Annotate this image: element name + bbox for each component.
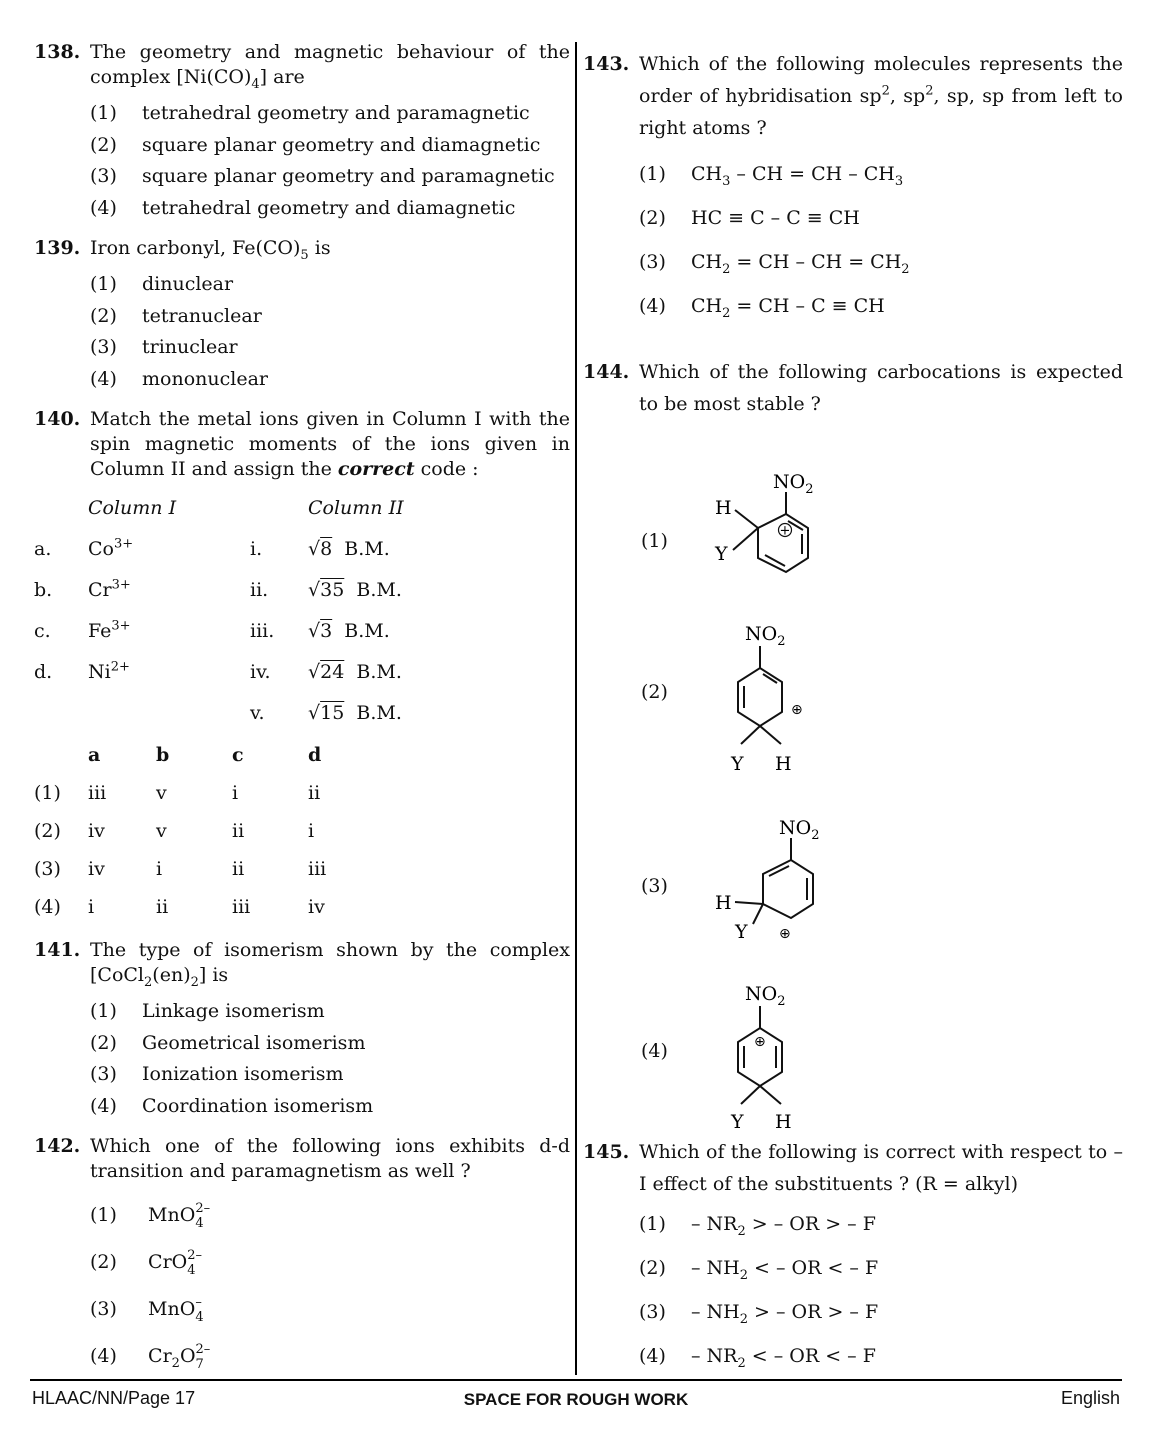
options [639,152,1123,328]
question-number: 144. [583,361,630,383]
option-1: (1) – $NR_2$ > – OR > – F [639,1213,876,1239]
structure-1-diagram [703,462,903,612]
option-2: (2) Geometrical isomerism [90,1031,366,1054]
option-3: (3) Ionization isomerism [90,1063,344,1085]
structure-4-diagram [703,980,903,1140]
question-text: Which of the following carbocations is expected to be most stable ? [639,361,1123,415]
option-4: (4) $CH_2$ = CH – C ≡ CH [639,295,885,321]
structure-4-label: (4) [641,1040,668,1062]
column-1-header: Column I [88,497,177,519]
language-label: English [1060,1388,1120,1408]
no2-label: $NO_2$ [779,817,820,843]
question-number: 140. [34,408,81,430]
option-3: (3) – $NH_2$ > – OR > – F [639,1301,879,1327]
question-text: The type of isomerism shown by the complex $[CoCl_2(en)_2]$ is [90,939,570,990]
question-141 [34,938,570,1122]
question-142 [34,1134,570,1380]
match-row: d. $Ni^{2+}$ iv. √24 B.M. [34,659,402,683]
options [90,98,570,224]
no2-label: $NO_2$ [745,623,786,649]
option-1: (1) $CH_3$ – CH = CH – $CH_3$ [639,163,904,189]
option-3: (3) square planar geometry and paramagnetic [90,165,555,187]
question-text: Which one of the following ions exhibits d-d transition and paramagnetism as well ? [90,1135,570,1182]
h-label: H [775,1111,792,1133]
option-3: (3) trinuclear [90,336,238,358]
option-4: (4) tetrahedral geometry and diamagnetic [90,196,516,219]
y-label: Y [735,921,748,943]
code-row: (2) iv v ii i [34,819,315,842]
option-4: (4) mononuclear [90,367,268,390]
option-2: (2) tetranuclear [90,304,262,327]
positive-charge-icon: ⊕ [779,926,791,942]
structure-2-label: (2) [641,681,668,703]
question-number: 143. [583,53,630,75]
page-number: HLAAC/NN/Page 17 [32,1388,196,1408]
structure-2-diagram [703,620,903,780]
positive-charge-icon: ⊕ [791,702,803,718]
rough-work-label: SPACE FOR ROUGH WORK [463,1390,689,1409]
question-140 [34,407,570,926]
match-row: v. √15 B.M. [250,702,402,724]
answer-codes-table: a b c d (1) iii v i ii (2) iv v ii i (3) iv i ii iii (4) i ii iii iv [34,736,326,926]
question-text: The geometry and magnetic behaviour of the complex $[Ni(CO)_4]$ are [90,41,570,92]
positive-charge-icon: ⊕ [754,1034,766,1050]
option-1: (1) Linkage isomerism [90,1000,325,1022]
y-label: Y [731,753,744,775]
option-1: (1) tetrahedral geometry and paramagnetic [90,102,530,124]
h-label: H [715,497,732,519]
option-1: (1) MnO2– 4 [90,1201,211,1231]
code-row: (3) iv i ii iii [34,857,327,880]
options [639,1202,1123,1378]
options [90,1192,570,1380]
match-row: b. $Cr^{3+}$ ii. √35 B.M. [34,577,402,601]
option-1: (1) dinuclear [90,273,234,295]
question-number: 139. [34,237,81,259]
question-number: 138. [34,41,81,63]
question-143 [583,48,1123,328]
left-column [34,40,570,1392]
match-row: a. $Co^{3+}$ i. √8 B.M. [34,536,390,560]
structure-3-diagram [703,814,903,964]
option-2: (2) CrO2– 4 [90,1248,203,1278]
question-text: Match the metal ions given in Column I with the spin magnetic moments of the ions given in Column II and assign the correct code : [90,408,570,480]
option-4: (4) $Cr_2O2-$ 7 [90,1342,211,1372]
option-3: (3) $CH_2$ = CH – CH = $CH_2$ [639,251,910,277]
y-label: Y [715,543,728,565]
column-2-header: Column II [308,497,404,519]
question-number: 141. [34,939,81,961]
code-row: (1) iii v i ii [34,781,321,804]
option-2: (2) – $NH_2$ < – OR < – F [639,1257,879,1283]
question-text: Which of the following is correct with respect to – I effect of the substituents ? (R = alkyl) [639,1141,1123,1195]
option-3: (3) MnO– 4 [90,1295,204,1325]
match-table [34,488,404,734]
question-138 [34,40,570,224]
option-2: (2) square planar geometry and diamagnetic [90,133,541,156]
structure-3-label: (3) [641,875,668,897]
match-row: c. $Fe^{3+}$ iii. √3 B.M. [34,618,390,642]
options [90,996,570,1122]
no2-label: $NO_2$ [773,471,814,497]
no2-label: $NO_2$ [745,983,786,1009]
options [90,269,570,395]
structure-1-label: (1) [641,530,668,552]
question-number: 145. [583,1141,630,1163]
h-label: H [775,753,792,775]
carbocation-structures [583,432,1123,1133]
question-text: Which of the following molecules represents the order of hybridisation $sp^2$, $sp^2$, sp, sp from left to right atoms ? [639,53,1123,139]
question-number: 142. [34,1135,81,1157]
h-label: H [715,892,732,914]
question-144 [583,356,1123,420]
option-2: (2) HC ≡ C – C ≡ CH [639,207,860,229]
svg-text:+: + [779,523,791,539]
question-145 [583,1136,1123,1378]
option-4: (4) – $NR_2$ < – OR < – F [639,1345,876,1371]
column-divider [575,42,577,1375]
y-label: Y [731,1111,744,1133]
right-column [583,48,1123,1390]
question-139 [34,236,570,395]
code-row: (4) i ii iii iv [34,895,325,918]
question-text: Iron carbonyl, $Fe(CO)_5$ is [90,237,331,263]
option-4: (4) Coordination isomerism [90,1094,374,1117]
